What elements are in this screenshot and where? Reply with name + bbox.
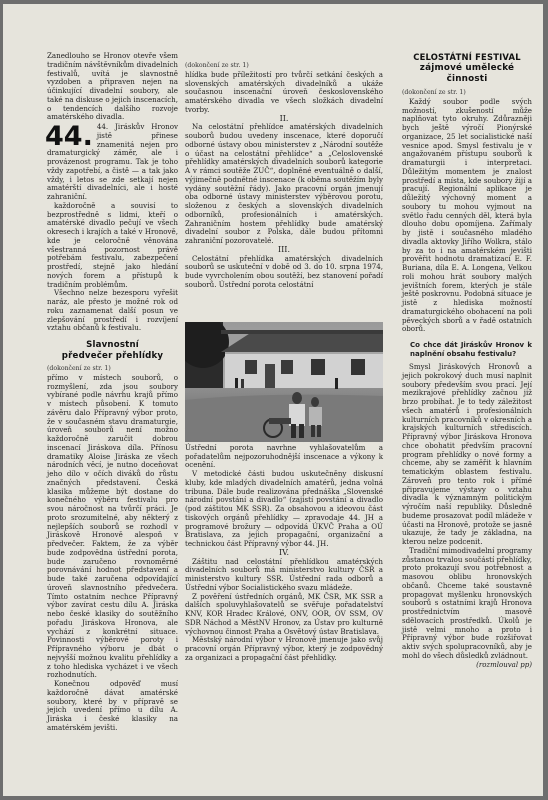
interview-question: Co chce dát Jiráskův Hronov k naplnění obsahu festivalu? <box>410 341 532 358</box>
column-1 <box>47 52 178 794</box>
paragraph: Celostátní přehlídka amatérských divadelních souborů se uskuteční v době od 3. do 10. srpna 1974, bude vyvrcholením obou soutěží, bez stanovení pořadí souborů. Ústřední porota celostátní <box>185 253 383 289</box>
paragraph: Záštitu nad celostátní přehlídkou amatérských divadelních souborů má ministerstvo kultury ČSR a ministerstvo kultury SSR. Ústřední rada odborů a Ústřední výbor Socialistického svazu mládeže. <box>185 556 383 592</box>
continuation-note: (dokončení ze str. 1) <box>47 365 111 372</box>
paragraph: hlídka bude příležitostí pro tvůrčí setkání českých a slovenských amatérských divadelníků a ukáže současnou inscenační úroveň československého amatérského divadla ve všech složkách divadelní tvorby. <box>185 69 383 114</box>
continuation-note: (dokončení ze str. 1) <box>402 89 466 96</box>
continuation-note: (dokončení ze str. 1) <box>185 62 249 69</box>
author-signature: (rozmlouval pp) <box>476 660 532 669</box>
section-heading: Slavnostní předvečer přehlídky <box>61 340 164 361</box>
newspaper-page <box>3 4 543 796</box>
paragraph: Ústřední porota navrhne vyhlašovatelům a pořadatelům nejpozoruhodnější inscenace a výkony k ocenění. <box>185 442 383 470</box>
paragraph: Smysl Jiráskových Hronovů a jejich pokrokový duch musí naplnit soubory především svou prací. Její mezikrajové přehlídky začnou již brzo probíhat. Je to tedy záležitost všech amatérů i profesionálních kulturních pracovníků v okresních a krajských kulturních střediscích. Přípravný výbor Jiráskova Hronova chce obohatit předvším pracovní program přehlídky o nové formy a chceme, aby se zaměřit k hlavním tematickým oblastem festivalu. Zároveň pro tento rok i přímé připravujeme výstavy o vztahu divadla k významným politickým výročím naší republiky. Důsledně budeme prosazovat podíl mládeže v účasti na Hronově, protože se jasně ukazuje, že tady je základna, na kterou nelze podcenit. <box>402 362 532 546</box>
paragraph: přímo v místech souborů, o rozmyšlení, zda jsou soubory vybírané podle návrhu krajů přímo v místech působení. K tomuto závěru dalo Přípravný výbor proto, že v současném stavu dramaturgie, úroveň souborů není možno každoročně zaručit dobrou inscenací Jiráskova díla. Přínosu dramatiky Aloise Jiráska ze všech národních věcí, je nutno doceňovat jeho dílo v očích diváků do růstu značných představení. Česká klasika můžeme být dostane do konečného výběru festivalu pro svou náročnost na tvůrčí práci. Je proto srozumitelné, aby některý z nejlepších souborů se rozhodl v Jiráskově Hronově alespoň v předvečer. Faktem, že za výběr bude zodpovědna ústřední porota, bude zaručeno rovnoměrné porovnávání hodnot představení a bude také zaručena odpovídající úroveň slavnostního předvečera. Tímto ostatním nechce Přípravný výbor zavírat cestu dílu A. Jiráska nebo české klasiky do soutěžního pořadu Jiráskova Hronova, ale vychází z konkrétní situace. Povinnosti výběrové poroty i Přípravného výboru je dbát o nejvyšší možnou kvalitu přehlídky a z toho hlediska vycházet i ve všech rozhodnutích. <box>47 372 178 680</box>
section-number: III. <box>277 244 291 254</box>
paragraph: Tradiční mimodivadelní programy zůstanou trvalou součástí přehlídky, proto prokazují svou potřebnost a masovou oblibu hronovských občanů. Chceme také soustavně propagovat myšlenku hronovských souborů s ostatními krajů Hronova prostřednictvím masově sdělovacích prostředků. Úkolů je jistě velmi mnoho a proto i Přípravný výbor bude rozšiřovat aktiv svých spolupracovníků, aby je mohl do všech důsledků zvládnout. <box>402 545 532 660</box>
village-photo <box>185 322 383 442</box>
paragraph: V metodické části budou uskutečněny diskusní kluby, kde mladých divadelních amatérů, jedna volná tribuna. Dále bude realizována přednáška „Slovenské národní povstání a divadlo“ (zajistí povstání a divadlo (pod záštitou MK SSR). Za obsahovou a ideovou část tiskových orgánů přehlídky — zpravodaje 44. JH a programové brožury — odpovídá ÚKVČ Praha a OÚ Bratislava, za jejich propagační, organizační a technickou část Přípravný výbor 44. JH. <box>185 469 383 548</box>
paragraph: Každý soubor podle svých možností, zkušeností může naplňovat tyto okruhy. Zdůrazněji bych ještě výročí Pionýrské organizace, 25 let socialistické naší vesnice apod. Smysl festivalu je v angažovaném přístupu souborů k dramaturgii i interpretaci. Důležitým momentem je znalost prostředí a místa, kde soubory žijí a pracují. Regionální aplikace je důležitý výchovný moment a soubory tu mohou vyjmout na světlo řadu cenných děl, která byla dlouho dobu opomíjena. Zařímaly by jistě i současného mladého divadla aktovky Jiřího Wolkra, stálo by za to i na amatérském jevišti prověřit hodnotu dramatizací E. F. Buriana, díla E. A. Longena, Velkou roli mohou hrát soubory malých jevištních forem, kterých je stále ještě poskrovnu. Podobná situace je jistě z hlediska možností dramaturgického obohacení na poli pěveckých sborů a v řadě ostatních oborů. <box>402 96 532 334</box>
paragraph: 44. Jiráskův Hronov jistě přinese znamenitá nejen pro dramaturgický záměr, ale i provázenost programu. Tak je toho vždy zapotřebí, a čistě — a tak jako vždy, i letos se zde setkají nejen amatérští divadelníci, ale i hosté zahraniční. <box>47 122 178 201</box>
paragraph: Všechno nelze bezesporu vyřešit naráz, ale přesto je možné rok od roku zaznamenat další posun ve zlepšování prostředí i rozvíjení vztahu občanů k festivalu. <box>47 288 178 333</box>
photo-image <box>185 322 383 442</box>
column-3 <box>402 52 532 794</box>
paragraph: Konečnou odpověď musí každoročně dávat amatérské soubory, které by v přípravě se jejich uvedení přímo u dílu A. Jiráska i české klasiky na amatérském jevišti. <box>47 679 178 732</box>
paragraph: Na celostátní přehlídce amatérských divadelních souborů budou uvedeny inscenace, které doporučí odborné ústavy obou ministerstev z „Národní soutěže o účast na celostátní přehlídce“ a „Celoslovenské přehlídky amatérských divadelních souborů kategorie A v rámci soutěže ZUČ“, doplněné eventuálně o další, výjimečně podnětné inscenace (k oběma soutěžím byly vydány soutěžní řády). Jako pracovní orgán jmenují oba odborné ústavy ministerstev výběrovou porotu, složenou z českých a slovenských divadelních odborníků, profesionálních i amatérských. Zahraničním hostem přehlídky bude amatérský divadelní soubor z Polska, dále budou přítomni zahraniční pozorovatelé. <box>185 122 383 245</box>
section-number: IV. <box>278 547 290 557</box>
festival-number: 44. <box>45 121 93 152</box>
section-heading: CELOSTÁTNÍ FESTIVAL zájmové umělecké činnosti <box>413 52 521 84</box>
paragraph: Z pověření ústředních orgánů, MK ČSR, MK SSR a dalších spoluvyhlašovatelů se svěřuje pořadatelství KNV, KOR Hradec Králové, ONV, OOR, OV SSM, OV SDR Náchod a MěstNV Hronov, za Ústav pro kulturně výchovnou činnost Praha a Osvětový ústav Bratislava. <box>185 591 383 636</box>
paragraph: Městský národní výbor v Hronově jmenuje jako svůj pracovní orgán Přípravný výbor, který je zodpovědný za organizaci a propagační část přehlídky. <box>185 635 383 662</box>
section-number: II. <box>279 113 289 123</box>
paragraph: Zanedlouho se Hronov otevře všem tradičním návštěvníkům divadelních festivalů, uvítá je slavnostně vyzdoben a připraven nejen na účinkující divadelní soubory, ale také na diskuse o jejich inscenacích, o tendencích dalšího rozvoje amatérského divadla. <box>47 51 178 122</box>
paragraph: každoročně a souvisí to bezprostředně s lidmi, kteří o amatérské divadlo pečují ve všech okresech i krajích a také v Hronově, kde je celoročně věnována všestranná pozornost právě potřebám festivalu, zabezpečení prostředí, stejně jako hledání nových forem a přístupů k tradičním problémům. <box>47 200 178 289</box>
